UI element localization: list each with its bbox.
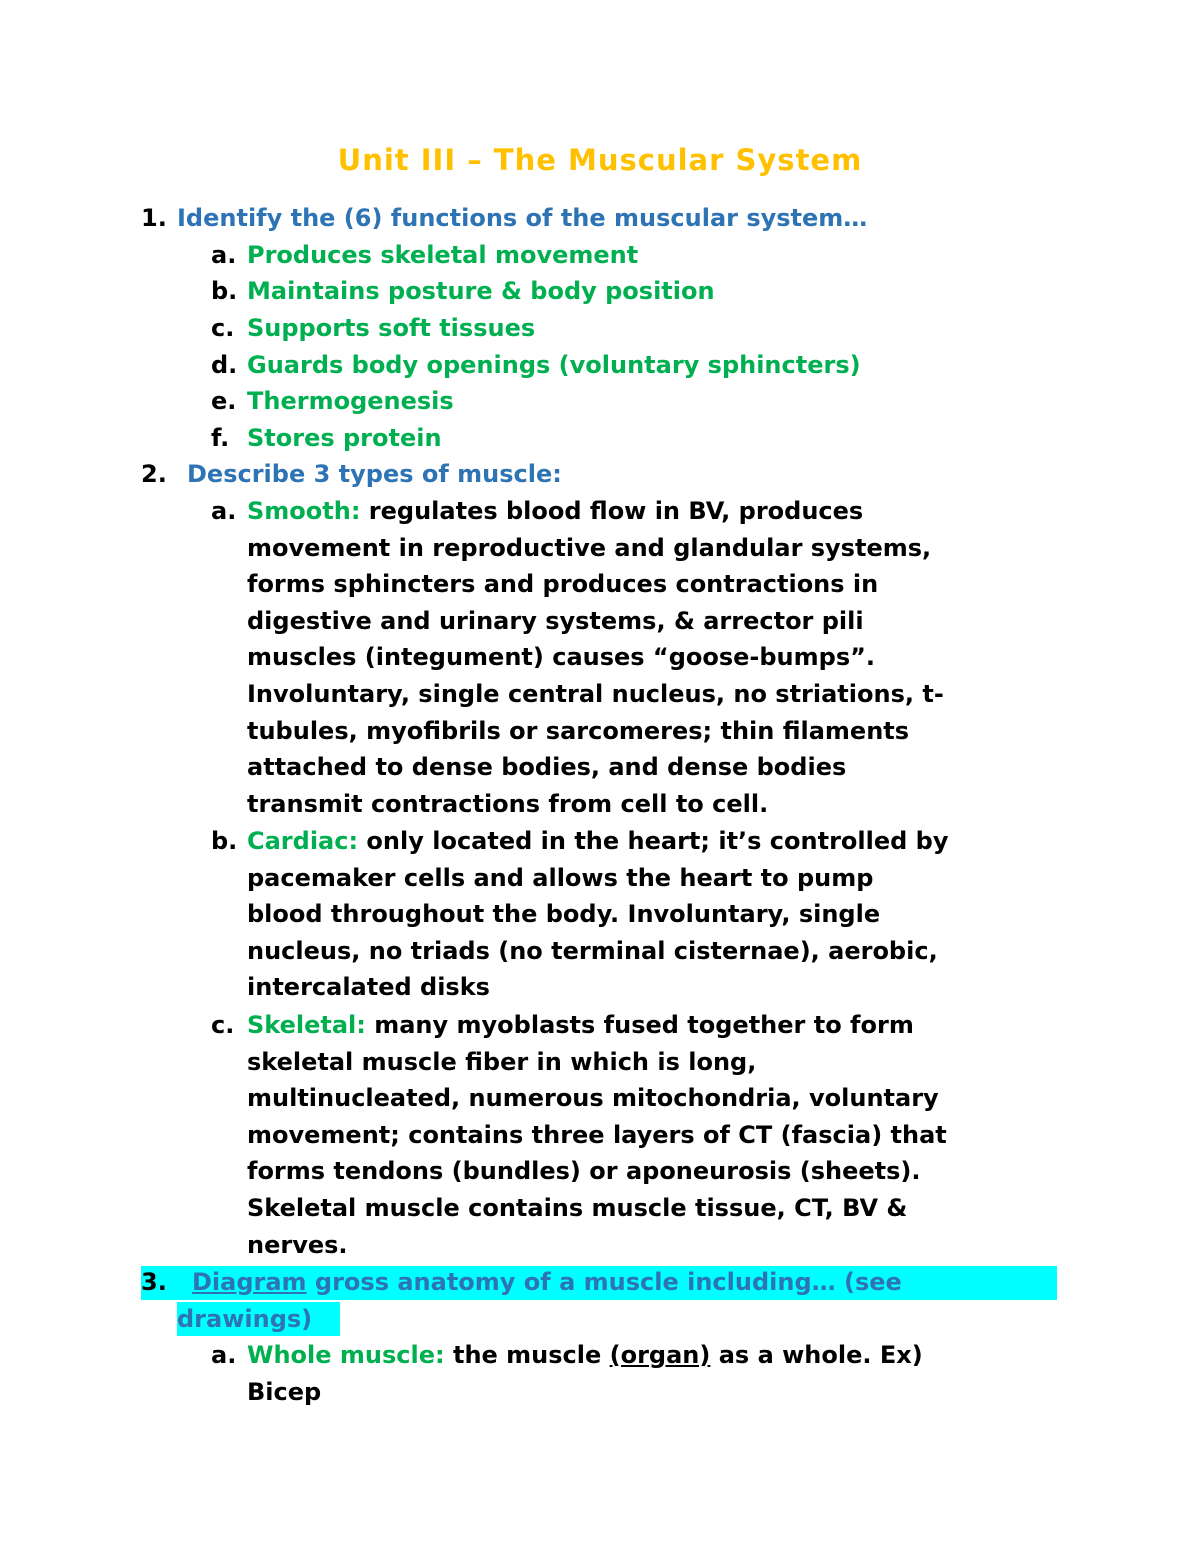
item-text: Produces skeletal movement [247, 241, 639, 269]
text-line: the muscle [444, 1341, 610, 1369]
item-letter: f. [211, 424, 230, 452]
text-line: nerves. [247, 1230, 348, 1259]
text-line: multinucleated, numerous mitochondria, voluntary [247, 1084, 939, 1113]
text-line: only located in the heart; it’s controlled by [358, 827, 949, 855]
text-line: forms sphincters and produces contractions in [247, 570, 879, 599]
item-text: Guards body openings (voluntary sphincters) [247, 351, 861, 379]
text-line: Skeletal muscle contains muscle tissue, CT, BV & [247, 1193, 908, 1222]
question-number: 2. [141, 460, 167, 488]
question-text: Identify the (6) functions of the muscular system… [177, 204, 868, 232]
question-number: 1. [141, 204, 167, 232]
smooth-label: Smooth: [247, 497, 361, 525]
item-text: Supports soft tissues [247, 314, 536, 342]
text-line: gross anatomy of a muscle including… (see [306, 1268, 902, 1296]
question-number: 3. [141, 1268, 167, 1296]
diagram-link[interactable]: Diagram [192, 1268, 307, 1296]
text-line: many myoblasts fused together to form [365, 1011, 914, 1039]
text-line: skeletal muscle fiber in which is long, [247, 1047, 757, 1076]
item-text: Thermogenesis [247, 387, 454, 415]
item-letter: b. [211, 827, 238, 855]
item-letter: a. [211, 497, 237, 525]
text-line: muscles (integument) causes “goose-bumps”. [247, 643, 876, 672]
text-line: tubules, myofibrils or sarcomeres; thin filaments [247, 716, 910, 745]
item-letter: a. [211, 1341, 237, 1369]
question-text: Describe 3 types of muscle: [187, 460, 562, 488]
text-line: movement; contains three layers of CT (fascia) that [247, 1120, 947, 1149]
organ-term: (organ) [609, 1341, 711, 1369]
skeletal-label: Skeletal: [247, 1011, 366, 1039]
text-line: pacemaker cells and allows the heart to pump [247, 863, 874, 892]
item-letter: c. [211, 1011, 235, 1039]
text-line: drawings) [177, 1304, 313, 1333]
text-line: digestive and urinary systems, & arrector pili [247, 606, 864, 635]
item-text: Maintains posture & body position [247, 277, 715, 305]
text-line: intercalated disks [247, 973, 490, 1002]
text-line: attached to dense bodies, and dense bodies [247, 753, 847, 782]
page-title: Unit III – The Muscular System [337, 143, 863, 177]
text-line: Involuntary, single central nucleus, no striations, t- [247, 679, 944, 708]
text-line: blood throughout the body. Involuntary, single [247, 900, 881, 929]
text-line: as a whole. Ex) [710, 1341, 923, 1369]
item-letter: e. [211, 387, 237, 415]
cardiac-label: Cardiac: [247, 827, 359, 855]
item-letter: d. [211, 351, 238, 379]
item-letter: a. [211, 241, 237, 269]
text-line: Bicep [247, 1377, 322, 1406]
text-line: transmit contractions from cell to cell. [247, 789, 769, 818]
item-text: Stores protein [247, 424, 442, 452]
text-line: forms tendons (bundles) or aponeurosis (sheets). [247, 1157, 921, 1186]
text-line: nucleus, no triads (no terminal cisternae), aerobic, [247, 936, 938, 965]
item-letter: c. [211, 314, 235, 342]
text-line: movement in reproductive and glandular systems, [247, 533, 932, 562]
whole-muscle-label: Whole muscle: [247, 1341, 445, 1369]
text-line: regulates blood flow in BV, produces [360, 497, 864, 525]
item-letter: b. [211, 277, 238, 305]
